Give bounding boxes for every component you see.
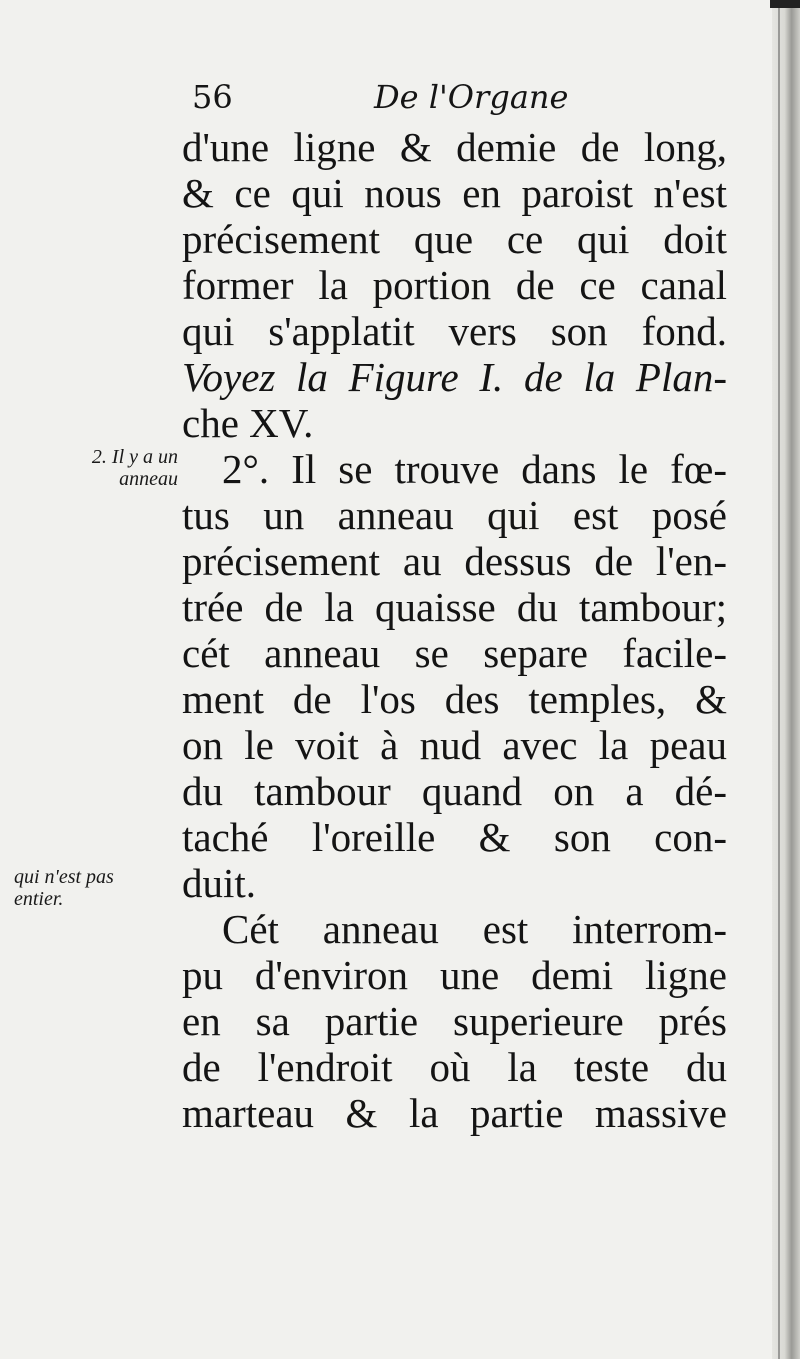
text-line-paragraph-start: 2°. Il se trouve dans le fœ-: [222, 446, 727, 492]
text-line: on le voit à nud avec la peau: [182, 722, 727, 768]
text-line-paragraph-start: Cét anneau est interrom-: [222, 906, 727, 952]
page-number: 56: [192, 78, 233, 116]
text-line: former la portion de ce canal: [182, 262, 727, 308]
text-line-figure-reference: Voyez la Figure I. de la Plan-: [182, 354, 727, 400]
text-line: de l'endroit où la teste du: [182, 1044, 727, 1090]
text-line: précisement que ce qui doit: [182, 216, 727, 262]
text-line-plate-reference: che XV.: [182, 400, 314, 446]
corner-mark: [770, 0, 800, 8]
text-line: d'une ligne & demie de long,: [182, 124, 727, 170]
text-line: précisement au dessus de l'en-: [182, 538, 727, 584]
text-line: & ce qui nous en paroist n'est: [182, 170, 727, 216]
text-line: marteau & la partie massive: [182, 1090, 727, 1136]
running-title: De l'Organe: [374, 78, 569, 116]
text-line: qui s'applatit vers son fond.: [182, 308, 727, 354]
page-gutter: [772, 0, 800, 1359]
text-line: tus un anneau qui est posé: [182, 492, 727, 538]
body-text: [182, 124, 727, 1136]
margin-note-anneau: 2. Il y a un anneau: [91, 446, 178, 490]
text-line: ment de l'os des temples, &: [182, 676, 727, 722]
text-line: pu d'environ une demi ligne: [182, 952, 727, 998]
page-header: [192, 78, 732, 128]
gutter-fold-line: [778, 0, 780, 1359]
text-line: du tambour quand on a dé-: [182, 768, 727, 814]
margin-note-pas-entier: qui n'est pas entier.: [14, 866, 114, 910]
text-line: en sa partie superieure prés: [182, 998, 727, 1044]
text-line: cét anneau se separe facile-: [182, 630, 727, 676]
text-line: duit.: [182, 860, 257, 906]
text-line: taché l'oreille & son con-: [182, 814, 727, 860]
text-line: trée de la quaisse du tambour;: [182, 584, 727, 630]
